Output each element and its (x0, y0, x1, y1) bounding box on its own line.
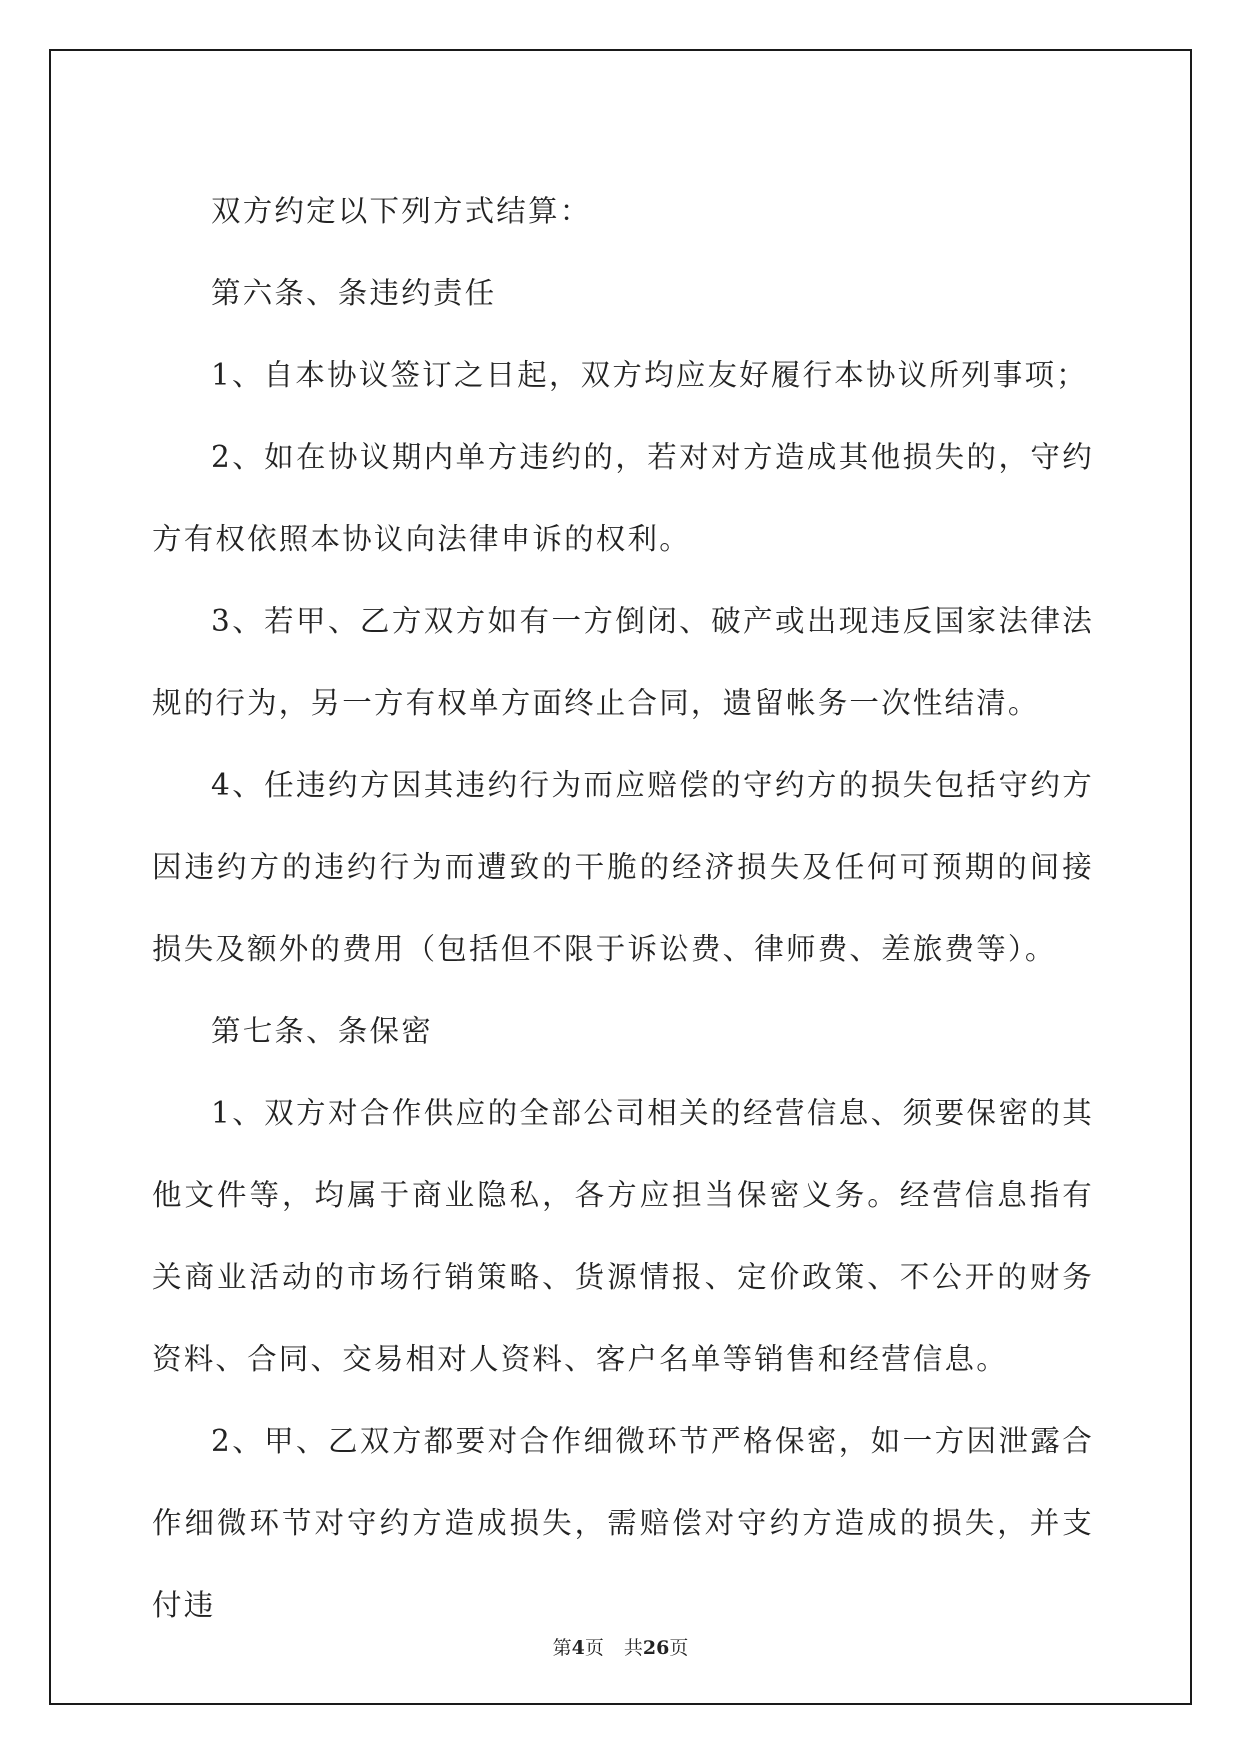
paragraph-6-1: 1、自本协议签订之日起，双方均应友好履行本协议所列事项； (211, 358, 1088, 392)
heading-article-7: 第七条、条保密 (211, 1014, 433, 1048)
paragraph-6-3: 3、若甲、乙方双方如有一方倒闭、破产或出现违反国家法律法规的行为，另一方有权单方面终止合同，遗留帐务一次性结清。 (152, 604, 1094, 720)
footer-page-prefix: 第 (552, 1637, 572, 1659)
paragraph-6-2: 2、如在协议期内单方违约的，若对对方造成其他损失的，守约方有权依照本协议向法律申诉的权利。 (152, 440, 1094, 556)
paragraph-7-1: 1、双方对合作供应的全部公司相关的经营信息、须要保密的其他文件等，均属于商业隐私，各方应担当保密义务。经营信息指有关商业活动的市场行销策略、货源情报、定价政策、不公开的财务资料、合同、交易相对人资料、客户名单等销售和经营信息。 (152, 1096, 1094, 1376)
footer-total-prefix: 共 (623, 1637, 643, 1659)
paragraph-7-2: 2、甲、乙双方都要对合作细微环节严格保密，如一方因泄露合作细微环节对守约方造成损失，需赔偿对守约方造成的损失，并支付违 (152, 1424, 1094, 1622)
paragraph-settlement: 双方约定以下列方式结算： (211, 194, 592, 228)
heading-article-6: 第六条、条违约责任 (211, 276, 497, 310)
footer-page-number: 4 (571, 1637, 585, 1659)
footer-page-suffix: 页 (584, 1637, 604, 1659)
document-body (152, 170, 1094, 1646)
footer-total-pages: 26 (642, 1637, 670, 1659)
paragraph-6-4: 4、任违约方因其违约行为而应赔偿的守约方的损失包括守约方因违约方的违约行为而遭致的干脆的经济损失及任何可预期的间接损失及额外的费用（包括但不限于诉讼费、律师费、差旅费等）。 (152, 768, 1094, 966)
page-footer (0, 1633, 1241, 1660)
footer-total-suffix: 页 (669, 1637, 689, 1659)
